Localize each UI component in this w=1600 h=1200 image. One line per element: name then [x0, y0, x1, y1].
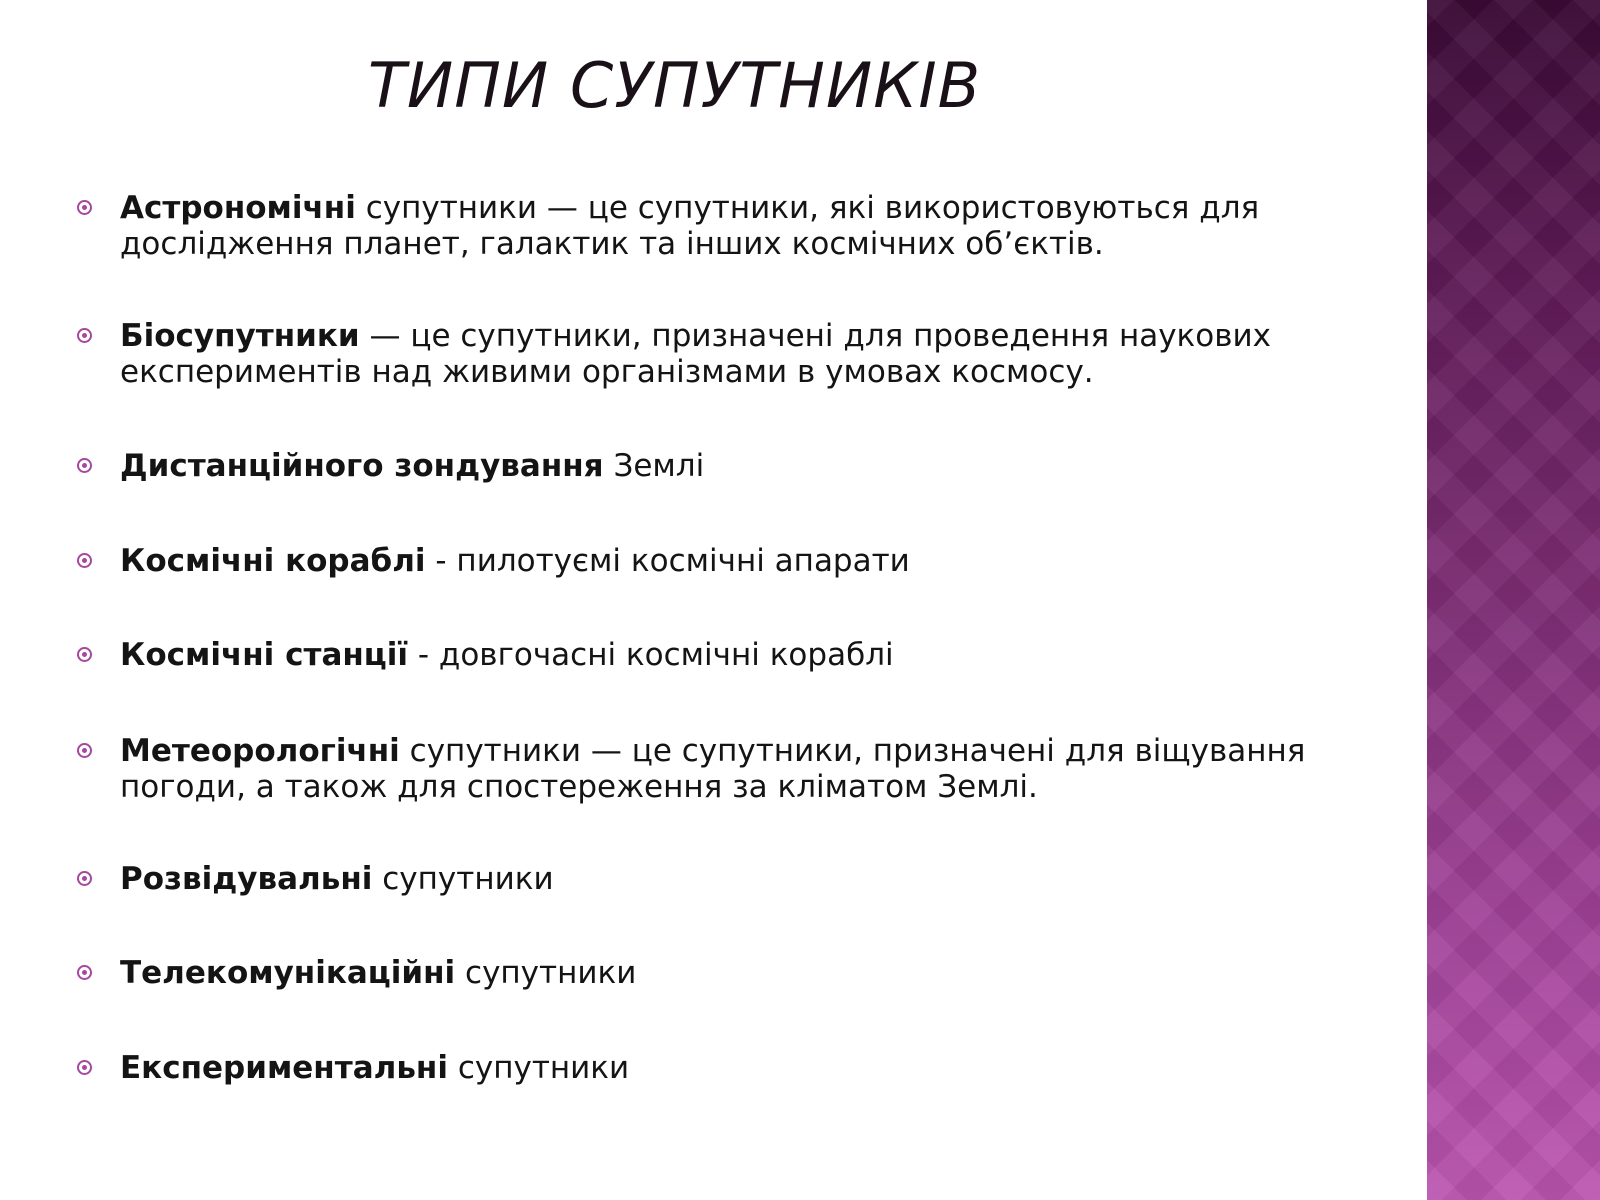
bullet-icon [77, 200, 92, 215]
list-item-reconnaissance [120, 861, 1320, 897]
list-item-telecommunication [120, 955, 1320, 991]
bullet-icon [77, 743, 92, 758]
term: Космічні кораблі [120, 543, 426, 579]
bullet-icon [77, 871, 92, 886]
description: — це супутники, призначені для проведення наукових експериментів над живими організмами в умовах космосу. [120, 318, 1272, 390]
decorative-side-band [1427, 0, 1600, 1200]
bullet-icon [77, 647, 92, 662]
bullet-icon [77, 965, 92, 980]
description: супутники [455, 955, 637, 991]
description: - довгочасні космічні кораблі [408, 637, 894, 673]
term: Телекомунікаційні [120, 955, 456, 991]
description: супутники [447, 1050, 630, 1086]
term: Біосупутники [120, 318, 360, 354]
term: Метеорологічні [120, 733, 400, 769]
bullet-icon [77, 328, 92, 343]
list-item-space-stations [120, 637, 1320, 673]
list-item-meteorological [120, 733, 1320, 805]
list-item-remote-sensing [120, 448, 1320, 484]
term: Космічні станції [120, 637, 409, 673]
description: супутники — це супутники, призначені для віщування погоди, а також для спостереження за кліматом Землі. [120, 733, 1306, 805]
list-item-spaceships [120, 543, 1320, 579]
term: Експериментальні [120, 1050, 448, 1086]
slide-title: ТИПИ СУПУТНИКІВ [368, 49, 982, 122]
description: Землі [603, 448, 705, 484]
list-item-experimental [120, 1050, 1320, 1086]
description: - пилотуємі космічні апарати [425, 543, 910, 579]
list-item-bio [120, 318, 1320, 390]
description: супутники [372, 861, 554, 897]
term: Розвідувальні [120, 861, 373, 897]
description: супутники — це супутники, які використовуються для дослідження планет, галактик та інших космічних об’єктів. [120, 190, 1260, 262]
term: Дистанційного зондування [120, 448, 604, 484]
bullet-icon [77, 553, 92, 568]
bullet-icon [77, 1060, 92, 1075]
bullet-icon [77, 458, 92, 473]
list-item-astronomical [120, 190, 1320, 262]
term: Астрономічні [120, 190, 356, 226]
